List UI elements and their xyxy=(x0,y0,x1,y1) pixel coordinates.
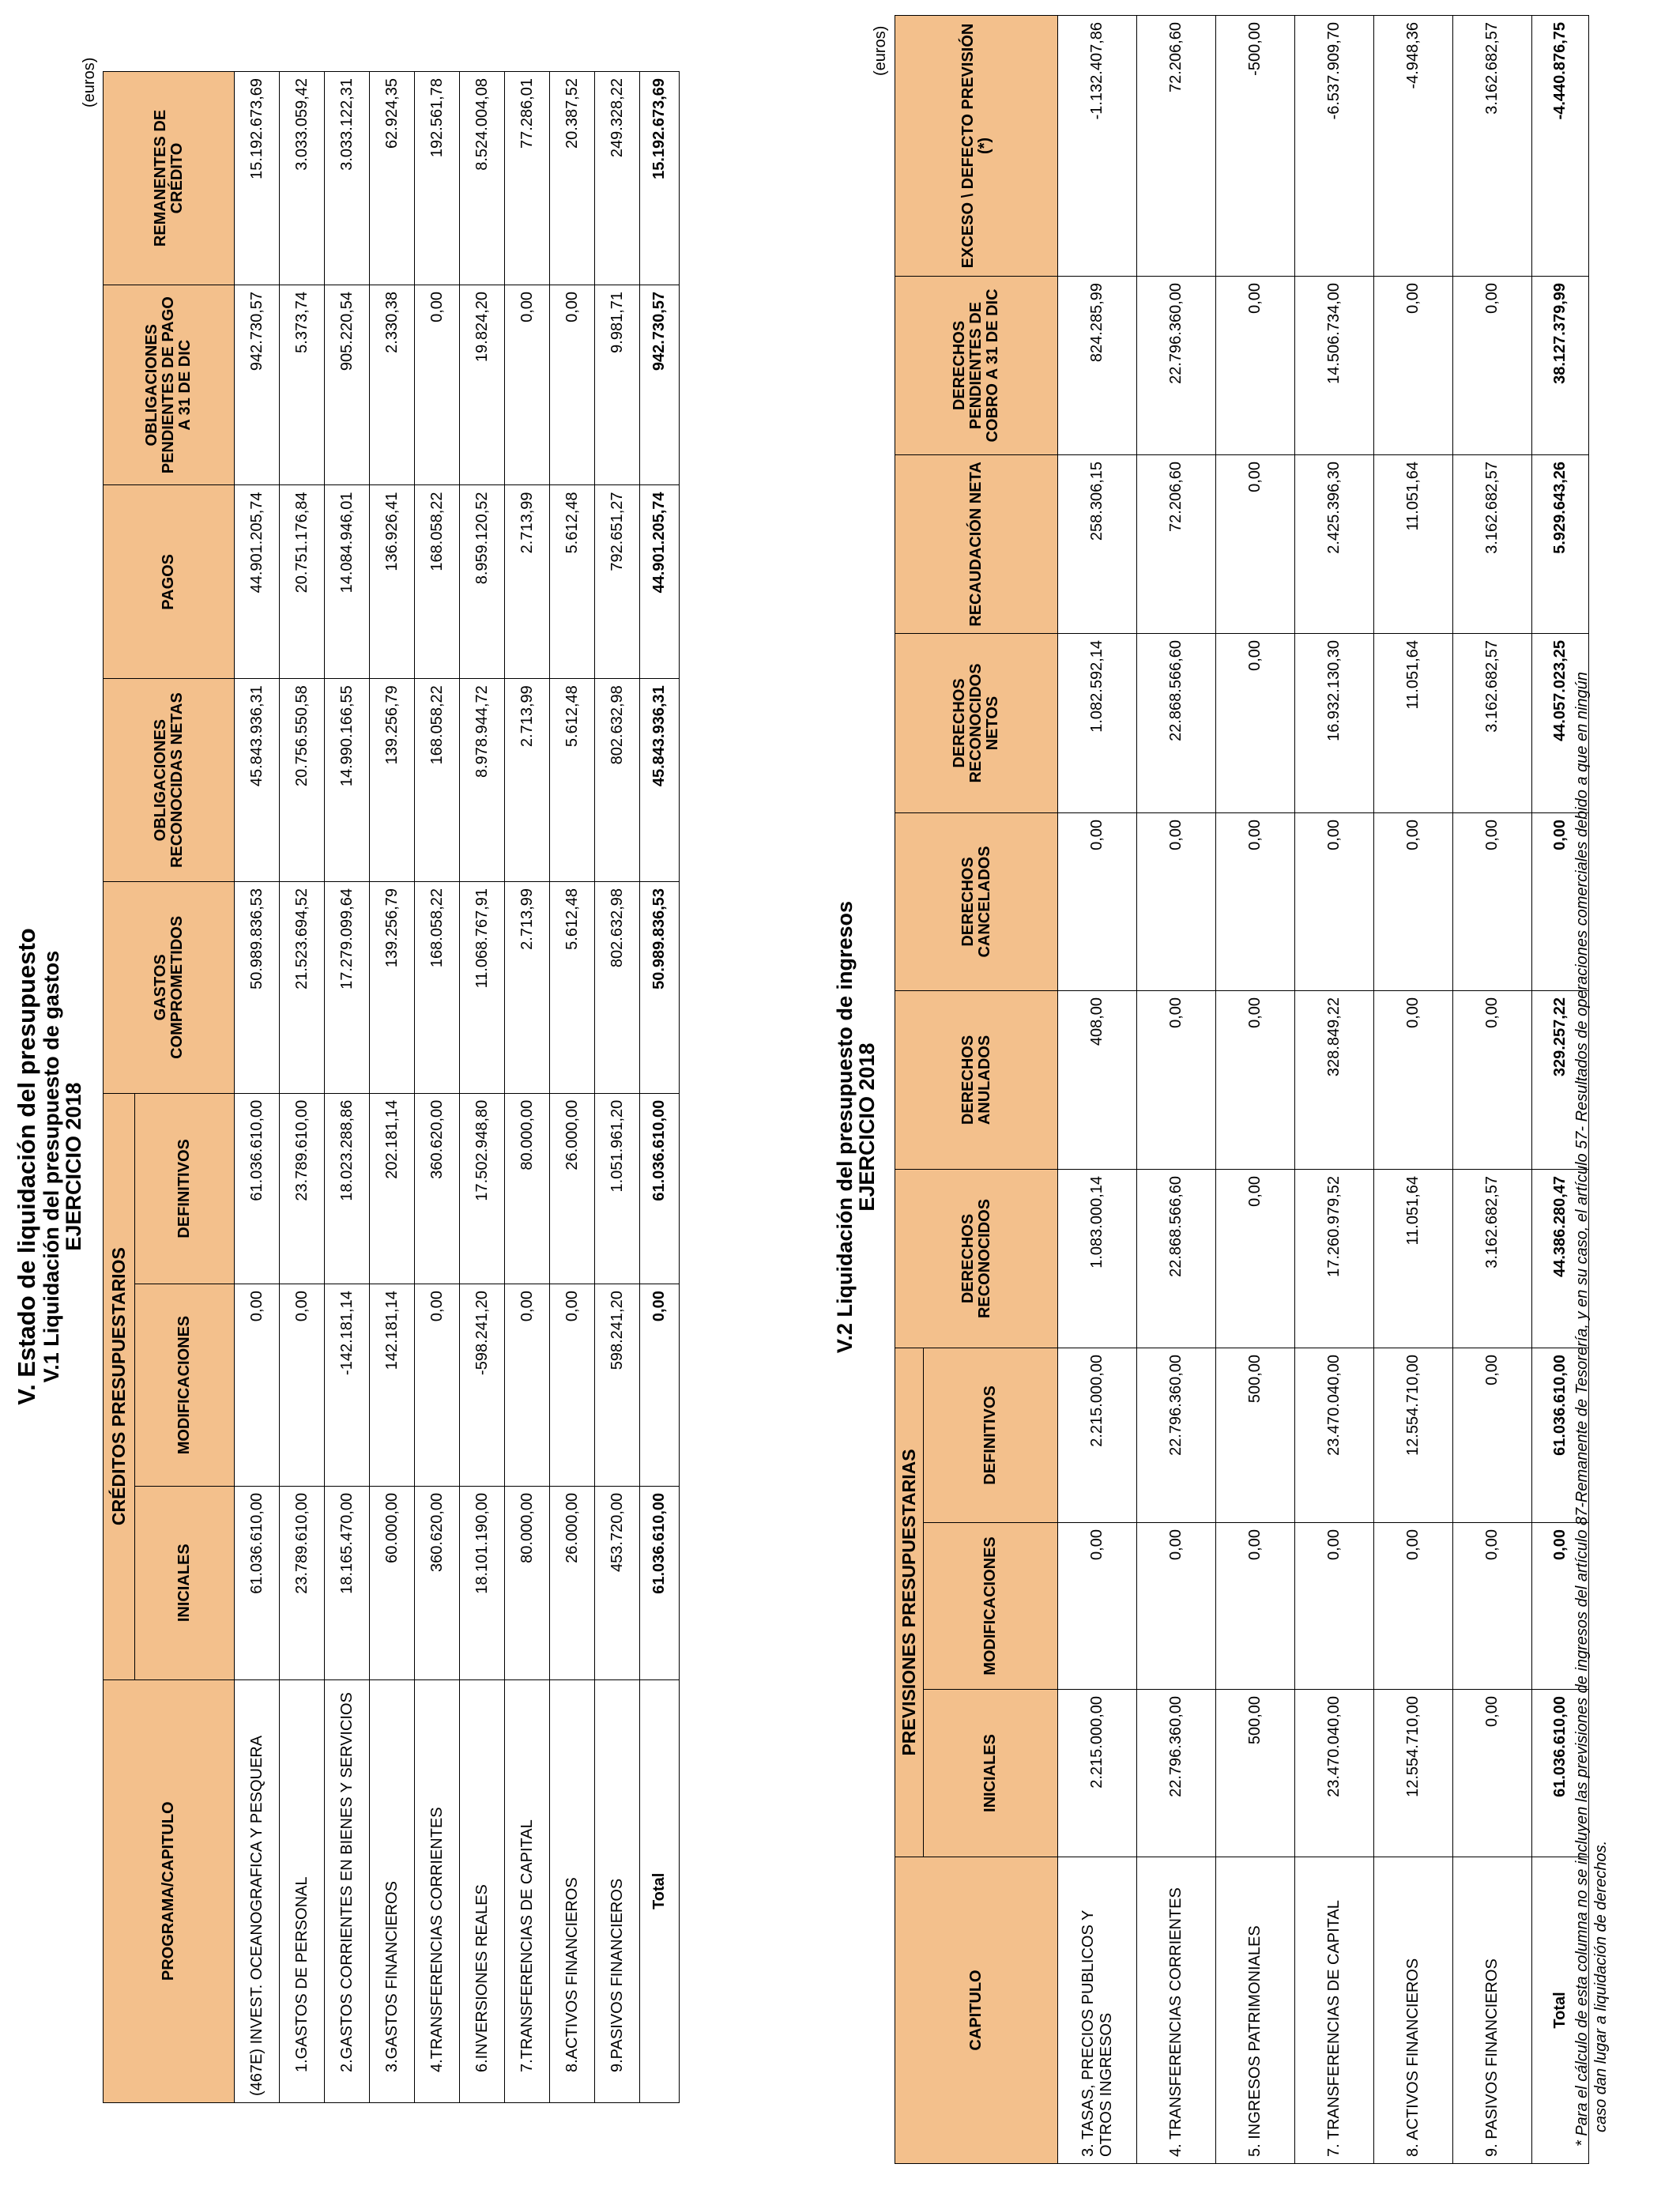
table-row xyxy=(1216,15,1295,2163)
cell-comprometidos: 5.612,48 xyxy=(550,881,595,1093)
cell-exceso: 72.206,60 xyxy=(1137,15,1216,276)
cell-pagos: 8.959.120,52 xyxy=(460,485,505,679)
cell-comprometidos: 50.989.836,53 xyxy=(235,881,280,1093)
header-comprometidos: GASTOS COMPROMETIDOS xyxy=(104,881,235,1093)
cell-remanentes: 3.033.059,42 xyxy=(280,72,325,285)
table-row xyxy=(325,72,370,2103)
cell-pendientes: 0,00 xyxy=(1374,276,1453,454)
table-row xyxy=(1374,15,1453,2163)
cell-pendientes: 22.796.360,00 xyxy=(1137,276,1216,454)
table-row xyxy=(1453,15,1532,2163)
row-label: 4.TRANSFERENCIAS CORRIENTES xyxy=(415,1679,460,2102)
footnote xyxy=(1573,123,1610,2147)
header-recaudacion: RECAUDACIÓN NETA xyxy=(895,454,1058,633)
gastos-table xyxy=(103,71,680,2103)
cell-definitivos: 500,00 xyxy=(1216,1348,1295,1522)
cell-recaudacion: 72.206,60 xyxy=(1137,454,1216,633)
cell-obligaciones: 45.843.936,31 xyxy=(235,679,280,882)
cell-pendientes: 0,00 xyxy=(505,285,550,485)
row-label: 3. TASAS, PRECIOS PUBLICOS Y OTROS INGRESOS xyxy=(1058,1857,1137,2164)
cell-obligaciones: 2.713,99 xyxy=(505,679,550,882)
header-derechos-cancelados: DERECHOS CANCELADOS xyxy=(895,812,1058,990)
cell-cancelados: 0,00 xyxy=(1137,812,1216,990)
ingresos-title xyxy=(834,811,879,1443)
cell-remanentes: 249.328,22 xyxy=(595,72,640,285)
cell-definitivos: 17.502.948,80 xyxy=(460,1093,505,1284)
cell-remanentes: 15.192.673,69 xyxy=(235,72,280,285)
header-modificaciones: MODIFICACIONES xyxy=(924,1523,1058,1690)
cell-definitivos: 1.051.961,20 xyxy=(595,1093,640,1284)
cell-pendientes: 942.730,57 xyxy=(235,285,280,485)
row-label: 8. ACTIVOS FINANCIEROS xyxy=(1374,1857,1453,2164)
cell-modificaciones: 0,00 xyxy=(1374,1523,1453,1690)
cell-modificaciones: 142.181,14 xyxy=(370,1284,415,1487)
table-row xyxy=(460,72,505,2103)
ingresos-year: EJERCICIO 2018 xyxy=(855,1042,880,1212)
cell-cancelados: 0,00 xyxy=(1374,812,1453,990)
total-reconocidos: 44.386.280,47 xyxy=(1532,1169,1589,1348)
cell-anulados: 0,00 xyxy=(1453,990,1532,1169)
cell-modificaciones: 0,00 xyxy=(1295,1523,1374,1690)
cell-iniciales: 22.796.360,00 xyxy=(1137,1690,1216,1857)
header-capitulo: CAPITULO xyxy=(895,1857,1058,2164)
cell-iniciales: 12.554.710,00 xyxy=(1374,1690,1453,1857)
cell-cancelados: 0,00 xyxy=(1295,812,1374,990)
header-exceso-defecto: EXCESO \ DEFECTO PREVISIÓN (*) xyxy=(895,15,1058,276)
total-obligaciones: 45.843.936,31 xyxy=(640,679,680,882)
row-label: 8.ACTIVOS FINANCIEROS xyxy=(550,1679,595,2102)
cell-modificaciones: 0,00 xyxy=(1058,1523,1137,1690)
total-netos: 44.057.023,25 xyxy=(1532,633,1589,812)
cell-definitivos: 2.215.000,00 xyxy=(1058,1348,1137,1522)
cell-obligaciones: 168.058,22 xyxy=(415,679,460,882)
total-row xyxy=(640,72,680,2103)
cell-comprometidos: 21.523.694,52 xyxy=(280,881,325,1093)
row-label: 9.PASIVOS FINANCIEROS xyxy=(595,1679,640,2102)
total-pendientes: 38.127.379,99 xyxy=(1532,276,1589,454)
ingresos-unit: (euros) xyxy=(872,25,889,76)
cell-modificaciones: -142.181,14 xyxy=(325,1284,370,1487)
cell-comprometidos: 802.632,98 xyxy=(595,881,640,1093)
header-modificaciones: MODIFICACIONES xyxy=(135,1284,235,1487)
row-label: 3.GASTOS FINANCIEROS xyxy=(370,1679,415,2102)
cell-recaudacion: 3.162.682,57 xyxy=(1453,454,1532,633)
cell-modificaciones: 0,00 xyxy=(550,1284,595,1487)
cell-iniciales: 360.620,00 xyxy=(415,1486,460,1679)
cell-anulados: 328.849,22 xyxy=(1295,990,1374,1169)
ingresos-subtitle: V.2 Liquidación del presupuesto de ingresos xyxy=(833,900,857,1354)
row-label: 7.TRANSFERENCIAS DE CAPITAL xyxy=(505,1679,550,2102)
cell-netos: 1.082.592,14 xyxy=(1058,633,1137,812)
total-comprometidos: 50.989.836,53 xyxy=(640,881,680,1093)
cell-pendientes: 5.373,74 xyxy=(280,285,325,485)
cell-reconocidos: 0,00 xyxy=(1216,1169,1295,1348)
cell-modificaciones: 0,00 xyxy=(415,1284,460,1487)
cell-definitivos: 12.554.710,00 xyxy=(1374,1348,1453,1522)
cell-reconocidos: 1.083.000,14 xyxy=(1058,1169,1137,1348)
row-label: 4. TRANSFERENCIAS CORRIENTES xyxy=(1137,1857,1216,2164)
cell-definitivos: 26.000,00 xyxy=(550,1093,595,1284)
cell-modificaciones: 0,00 xyxy=(1216,1523,1295,1690)
total-definitivos: 61.036.610,00 xyxy=(1532,1348,1589,1522)
cell-iniciales: 26.000,00 xyxy=(550,1486,595,1679)
cell-netos: 0,00 xyxy=(1216,633,1295,812)
cell-anulados: 0,00 xyxy=(1374,990,1453,1169)
table-row xyxy=(505,72,550,2103)
cell-recaudacion: 11.051,64 xyxy=(1374,454,1453,633)
cell-anulados: 0,00 xyxy=(1137,990,1216,1169)
table-row xyxy=(550,72,595,2103)
cell-iniciales: 23.789.610,00 xyxy=(280,1486,325,1679)
cell-iniciales: 18.101.190,00 xyxy=(460,1486,505,1679)
cell-definitivos: 61.036.610,00 xyxy=(235,1093,280,1284)
row-label: (467E) INVEST. OCEANOGRAFICA Y PESQUERA xyxy=(235,1679,280,2102)
cell-pendientes: 2.330,38 xyxy=(370,285,415,485)
cell-iniciales: 2.215.000,00 xyxy=(1058,1690,1137,1857)
row-label: 9. PASIVOS FINANCIEROS xyxy=(1453,1857,1532,2164)
header-definitivos: DEFINITIVOS xyxy=(924,1348,1058,1522)
total-modificaciones: 0,00 xyxy=(640,1284,680,1487)
cell-reconocidos: 11.051,64 xyxy=(1374,1169,1453,1348)
cell-definitivos: 0,00 xyxy=(1453,1348,1532,1522)
cell-modificaciones: 0,00 xyxy=(280,1284,325,1487)
row-label: 5. INGRESOS PATRIMONIALES xyxy=(1216,1857,1295,2164)
header-derechos-netos: DERECHOS RECONOCIDOS NETOS xyxy=(895,633,1058,812)
cell-definitivos: 18.023.288,86 xyxy=(325,1093,370,1284)
total-label: Total xyxy=(640,1679,680,2102)
cell-obligaciones: 8.978.944,72 xyxy=(460,679,505,882)
cell-cancelados: 0,00 xyxy=(1453,812,1532,990)
table-row xyxy=(235,72,280,2103)
cell-netos: 11.051,64 xyxy=(1374,633,1453,812)
cell-pagos: 792.651,27 xyxy=(595,485,640,679)
gastos-unit: (euros) xyxy=(81,57,98,107)
total-pendientes: 942.730,57 xyxy=(640,285,680,485)
header-creditos-group: CRÉDITOS PRESUPUESTARIOS xyxy=(104,1093,135,1679)
cell-remanentes: 62.924,35 xyxy=(370,72,415,285)
header-obligaciones: OBLIGACIONES RECONOCIDAS NETAS xyxy=(104,679,235,882)
cell-netos: 3.162.682,57 xyxy=(1453,633,1532,812)
footnote-line-2: caso dan lugar a liquidación de derechos. xyxy=(1592,1840,1610,2132)
total-remanentes: 15.192.673,69 xyxy=(640,72,680,285)
row-label: 1.GASTOS DE PERSONAL xyxy=(280,1679,325,2102)
cell-reconocidos: 17.260.979,52 xyxy=(1295,1169,1374,1348)
cell-pagos: 5.612,48 xyxy=(550,485,595,679)
cell-iniciales: 61.036.610,00 xyxy=(235,1486,280,1679)
table-row xyxy=(415,72,460,2103)
cell-anulados: 0,00 xyxy=(1216,990,1295,1169)
header-remanentes: REMANENTES DE CRÉDITO xyxy=(104,72,235,285)
header-derechos-anulados: DERECHOS ANULADOS xyxy=(895,990,1058,1169)
cell-pendientes: 824.285,99 xyxy=(1058,276,1137,454)
cell-obligaciones: 20.756.550,58 xyxy=(280,679,325,882)
cell-comprometidos: 17.279.099,64 xyxy=(325,881,370,1093)
cell-cancelados: 0,00 xyxy=(1216,812,1295,990)
cell-definitivos: 202.181,14 xyxy=(370,1093,415,1284)
cell-iniciales: 60.000,00 xyxy=(370,1486,415,1679)
gastos-subtitle: V.1 Liquidación del presupuesto de gastos xyxy=(39,950,63,1383)
header-iniciales: INICIALES xyxy=(924,1690,1058,1857)
cell-exceso: -4.948,36 xyxy=(1374,15,1453,276)
table-row xyxy=(595,72,640,2103)
cell-exceso: -1.132.407,86 xyxy=(1058,15,1137,276)
cell-reconocidos: 22.868.566,60 xyxy=(1137,1169,1216,1348)
cell-definitivos: 23.789.610,00 xyxy=(280,1093,325,1284)
table-row xyxy=(1137,15,1216,2163)
cell-obligaciones: 14.990.166,55 xyxy=(325,679,370,882)
row-label: 7. TRANSFERENCIAS DE CAPITAL xyxy=(1295,1857,1374,2164)
cell-pagos: 44.901.205,74 xyxy=(235,485,280,679)
cell-modificaciones: 0,00 xyxy=(1137,1523,1216,1690)
cell-modificaciones: -598.241,20 xyxy=(460,1284,505,1487)
cell-exceso: -500,00 xyxy=(1216,15,1295,276)
cell-definitivos: 360.620,00 xyxy=(415,1093,460,1284)
cell-remanentes: 20.387,52 xyxy=(550,72,595,285)
total-iniciales: 61.036.610,00 xyxy=(1532,1690,1589,1857)
total-pagos: 44.901.205,74 xyxy=(640,485,680,679)
header-definitivos: DEFINITIVOS xyxy=(135,1093,235,1284)
cell-pendientes: 9.981,71 xyxy=(595,285,640,485)
total-label: Total xyxy=(1532,1857,1589,2164)
main-title: V. Estado de liquidación del presupuesto xyxy=(13,928,40,1405)
cell-remanentes: 77.286,01 xyxy=(505,72,550,285)
cell-iniciales: 80.000,00 xyxy=(505,1486,550,1679)
cell-pendientes: 14.506.734,00 xyxy=(1295,276,1374,454)
row-label: 2.GASTOS CORRIENTES EN BIENES Y SERVICIOS xyxy=(325,1679,370,2102)
total-anulados: 329.257,22 xyxy=(1532,990,1589,1169)
cell-pendientes: 0,00 xyxy=(1216,276,1295,454)
footnote-line-1: * Para el cálculo de esta columna no se incluyen las previsiones de ingresos del artículo 87-Remanente de Tesorería, y en su caso, el artículo 57- Resultados de operaciones comerciales debido a que en ningún xyxy=(1573,672,1591,2147)
header-derechos-reconocidos: DERECHOS RECONOCIDOS xyxy=(895,1169,1058,1348)
cell-obligaciones: 802.632,98 xyxy=(595,679,640,882)
cell-comprometidos: 139.256,79 xyxy=(370,881,415,1093)
header-pagos: PAGOS xyxy=(104,485,235,679)
cell-pagos: 168.058,22 xyxy=(415,485,460,679)
cell-iniciales: 0,00 xyxy=(1453,1690,1532,1857)
total-definitivos: 61.036.610,00 xyxy=(640,1093,680,1284)
cell-modificaciones: 0,00 xyxy=(505,1284,550,1487)
cell-remanentes: 192.561,78 xyxy=(415,72,460,285)
cell-comprometidos: 168.058,22 xyxy=(415,881,460,1093)
cell-iniciales: 500,00 xyxy=(1216,1690,1295,1857)
header-pendientes-pago: OBLIGACIONES PENDIENTES DE PAGO A 31 DE DIC xyxy=(104,285,235,485)
cell-cancelados: 0,00 xyxy=(1058,812,1137,990)
cell-pagos: 136.926,41 xyxy=(370,485,415,679)
cell-comprometidos: 2.713,99 xyxy=(505,881,550,1093)
cell-modificaciones: 0,00 xyxy=(235,1284,280,1487)
header-previsiones-group: PREVISIONES PRESUPUESTARIAS xyxy=(895,1348,924,1857)
cell-modificaciones: 0,00 xyxy=(1453,1523,1532,1690)
cell-remanentes: 8.524.004,08 xyxy=(460,72,505,285)
cell-anulados: 408,00 xyxy=(1058,990,1137,1169)
total-exceso: -4.440.876,75 xyxy=(1532,15,1589,276)
cell-netos: 16.932.130,30 xyxy=(1295,633,1374,812)
cell-iniciales: 18.165.470,00 xyxy=(325,1486,370,1679)
gastos-year: EJERCICIO 2018 xyxy=(61,1082,85,1251)
table-row xyxy=(1295,15,1374,2163)
total-modificaciones: 0,00 xyxy=(1532,1523,1589,1690)
total-cancelados: 0,00 xyxy=(1532,812,1589,990)
cell-recaudacion: 258.306,15 xyxy=(1058,454,1137,633)
cell-definitivos: 22.796.360,00 xyxy=(1137,1348,1216,1522)
table-row xyxy=(280,72,325,2103)
cell-comprometidos: 11.068.767,91 xyxy=(460,881,505,1093)
table-row xyxy=(370,72,415,2103)
cell-modificaciones: 598.241,20 xyxy=(595,1284,640,1487)
header-programa: PROGRAMA/CAPITULO xyxy=(104,1679,235,2102)
page-title xyxy=(14,850,85,1483)
cell-pendientes: 0,00 xyxy=(550,285,595,485)
table-row xyxy=(1058,15,1137,2163)
cell-pagos: 2.713,99 xyxy=(505,485,550,679)
cell-exceso: -6.537.909,70 xyxy=(1295,15,1374,276)
cell-netos: 22.868.566,60 xyxy=(1137,633,1216,812)
cell-obligaciones: 5.612,48 xyxy=(550,679,595,882)
header-iniciales: INICIALES xyxy=(135,1486,235,1679)
header-pendientes-cobro: DERECHOS PENDIENTES DE COBRO A 31 DE DIC xyxy=(895,276,1058,454)
cell-pagos: 20.751.176,84 xyxy=(280,485,325,679)
cell-exceso: 3.162.682,57 xyxy=(1453,15,1532,276)
cell-obligaciones: 139.256,79 xyxy=(370,679,415,882)
total-recaudacion: 5.929.643,26 xyxy=(1532,454,1589,633)
cell-pendientes: 0,00 xyxy=(415,285,460,485)
cell-iniciales: 453.720,00 xyxy=(595,1486,640,1679)
cell-reconocidos: 3.162.682,57 xyxy=(1453,1169,1532,1348)
row-label: 6.INVERSIONES REALES xyxy=(460,1679,505,2102)
ingresos-table xyxy=(895,15,1589,2164)
total-iniciales: 61.036.610,00 xyxy=(640,1486,680,1679)
cell-remanentes: 3.033.122,31 xyxy=(325,72,370,285)
cell-recaudacion: 2.425.396,30 xyxy=(1295,454,1374,633)
cell-pagos: 14.084.946,01 xyxy=(325,485,370,679)
cell-recaudacion: 0,00 xyxy=(1216,454,1295,633)
cell-definitivos: 23.470.040,00 xyxy=(1295,1348,1374,1522)
cell-iniciales: 23.470.040,00 xyxy=(1295,1690,1374,1857)
cell-pendientes: 0,00 xyxy=(1453,276,1532,454)
cell-pendientes: 905.220,54 xyxy=(325,285,370,485)
cell-pendientes: 19.824,20 xyxy=(460,285,505,485)
cell-definitivos: 80.000,00 xyxy=(505,1093,550,1284)
